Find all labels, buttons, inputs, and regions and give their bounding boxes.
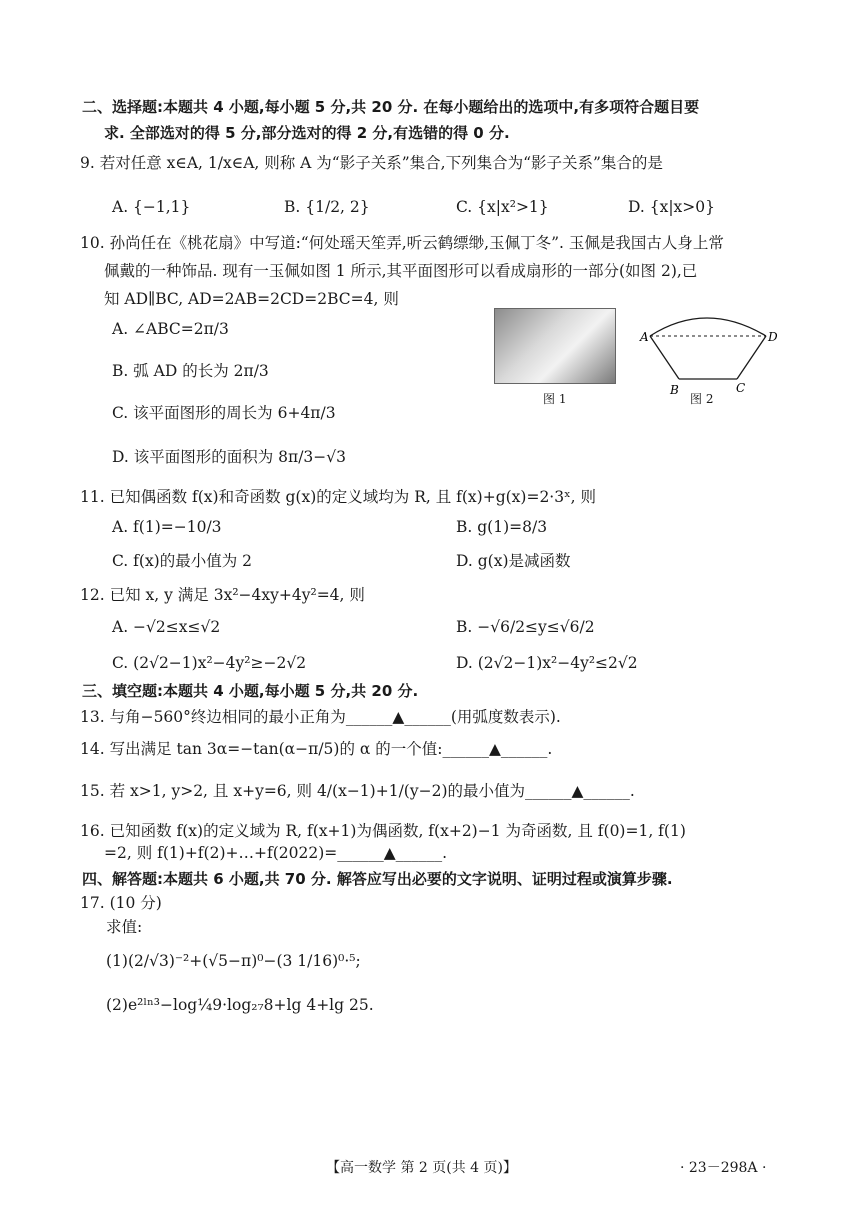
q9-option-a: A. {−1,1} [112, 198, 191, 216]
q17-part2: (2)e²ˡⁿ³−log¼9·log₂₇8+lg 4+lg 25. [106, 996, 374, 1014]
section4-header: 四、解答题:本题共 6 小题,共 70 分. 解答应写出必要的文字说明、证明过程或演算步骤. [82, 870, 673, 888]
fan-shape-diagram [630, 296, 790, 400]
figure1-caption: 图 1 [543, 392, 567, 406]
label-a: A [640, 330, 649, 344]
q11-option-c: C. f(x)的最小值为 2 [112, 552, 253, 570]
q14-text: 14. 写出满足 tan 3α=−tan(α−π/5)的 α 的一个值:______▲______. [80, 740, 553, 758]
q11-option-a: A. f(1)=−10/3 [112, 518, 222, 536]
q13-text: 13. 与角−560°终边相同的最小正角为______▲______(用弧度数表示). [80, 708, 561, 726]
section2-header-line1: 二、选择题:本题共 4 小题,每小题 5 分,共 20 分. 在每小题给出的选项中,有多项符合题目要 [82, 98, 700, 116]
segment-cd [737, 336, 766, 379]
label-c: C [736, 381, 746, 395]
label-d: D [768, 330, 778, 344]
label-b: B [670, 383, 679, 397]
q11-option-b: B. g(1)=8/3 [456, 518, 548, 536]
q12-stem: 12. 已知 x, y 满足 3x²−4xy+4y²=4, 则 [80, 586, 365, 604]
q12-option-c: C. (2√2−1)x²−4y²≥−2√2 [112, 654, 307, 672]
q17-intro: 求值: [106, 918, 143, 936]
q10-line1: 10. 孙尚任在《桃花扇》中写道:“何处瑶天笙弄,听云鹤缥缈,玉佩丁冬”. 玉佩是我国古人身上常 [80, 234, 724, 252]
page-footer: 【高一数学 第 2 页(共 4 页)】 [326, 1160, 517, 1176]
q9-option-b: B. {1/2, 2} [284, 198, 370, 216]
q11-stem: 11. 已知偶函数 f(x)和奇函数 g(x)的定义域均为 R, 且 f(x)+g(x)=2·3ˣ, 则 [80, 488, 597, 506]
figure2-caption: 图 2 [690, 392, 714, 406]
q10-option-c: C. 该平面图形的周长为 6+4π/3 [112, 404, 336, 422]
q12-option-a: A. −√2≤x≤√2 [112, 618, 221, 636]
q16-line2: =2, 则 f(1)+f(2)+…+f(2022)=______▲______. [104, 844, 448, 862]
q12-option-b: B. −√6/2≤y≤√6/2 [456, 618, 595, 636]
q10-line3: 知 AD∥BC, AD=2AB=2CD=2BC=4, 则 [104, 290, 399, 308]
q12-option-d: D. (2√2−1)x²−4y²≤2√2 [456, 654, 638, 672]
arc-ad [650, 318, 766, 336]
q10-option-b: B. 弧 AD 的长为 2π/3 [112, 362, 269, 380]
q9-stem: 9. 若对任意 x∈A, 1/x∈A, 则称 A 为“影子关系”集合,下列集合为“影子关系”集合的是 [80, 154, 663, 172]
q11-option-d: D. g(x)是减函数 [456, 552, 571, 570]
q9-option-d: D. {x|x>0} [628, 198, 716, 216]
q10-option-a: A. ∠ABC=2π/3 [112, 320, 229, 338]
q15-text: 15. 若 x>1, y>2, 且 x+y=6, 则 4/(x−1)+1/(y−2)的最小值为______▲______. [80, 782, 635, 800]
q16-line1: 16. 已知函数 f(x)的定义域为 R, f(x+1)为偶函数, f(x+2)−1 为奇函数, 且 f(0)=1, f(1) [80, 822, 686, 840]
paper-code: · 23－298A · [680, 1160, 767, 1176]
jade-pendant-photo [494, 308, 616, 384]
q9-option-c: C. {x|x²>1} [456, 198, 549, 216]
q17-title: 17. (10 分) [80, 894, 162, 912]
section2-header-line2: 求. 全部选对的得 5 分,部分选对的得 2 分,有选错的得 0 分. [104, 124, 510, 142]
q17-part1: (1)(2/√3)⁻²+(√5−π)⁰−(3 1/16)⁰·⁵; [106, 952, 361, 970]
q10-option-d: D. 该平面图形的面积为 8π/3−√3 [112, 448, 347, 466]
segment-ab [650, 336, 679, 379]
section3-header: 三、填空题:本题共 4 小题,每小题 5 分,共 20 分. [82, 682, 419, 700]
q10-line2: 佩戴的一种饰品. 现有一玉佩如图 1 所示,其平面图形可以看成扇形的一部分(如图 2),已 [104, 262, 698, 280]
